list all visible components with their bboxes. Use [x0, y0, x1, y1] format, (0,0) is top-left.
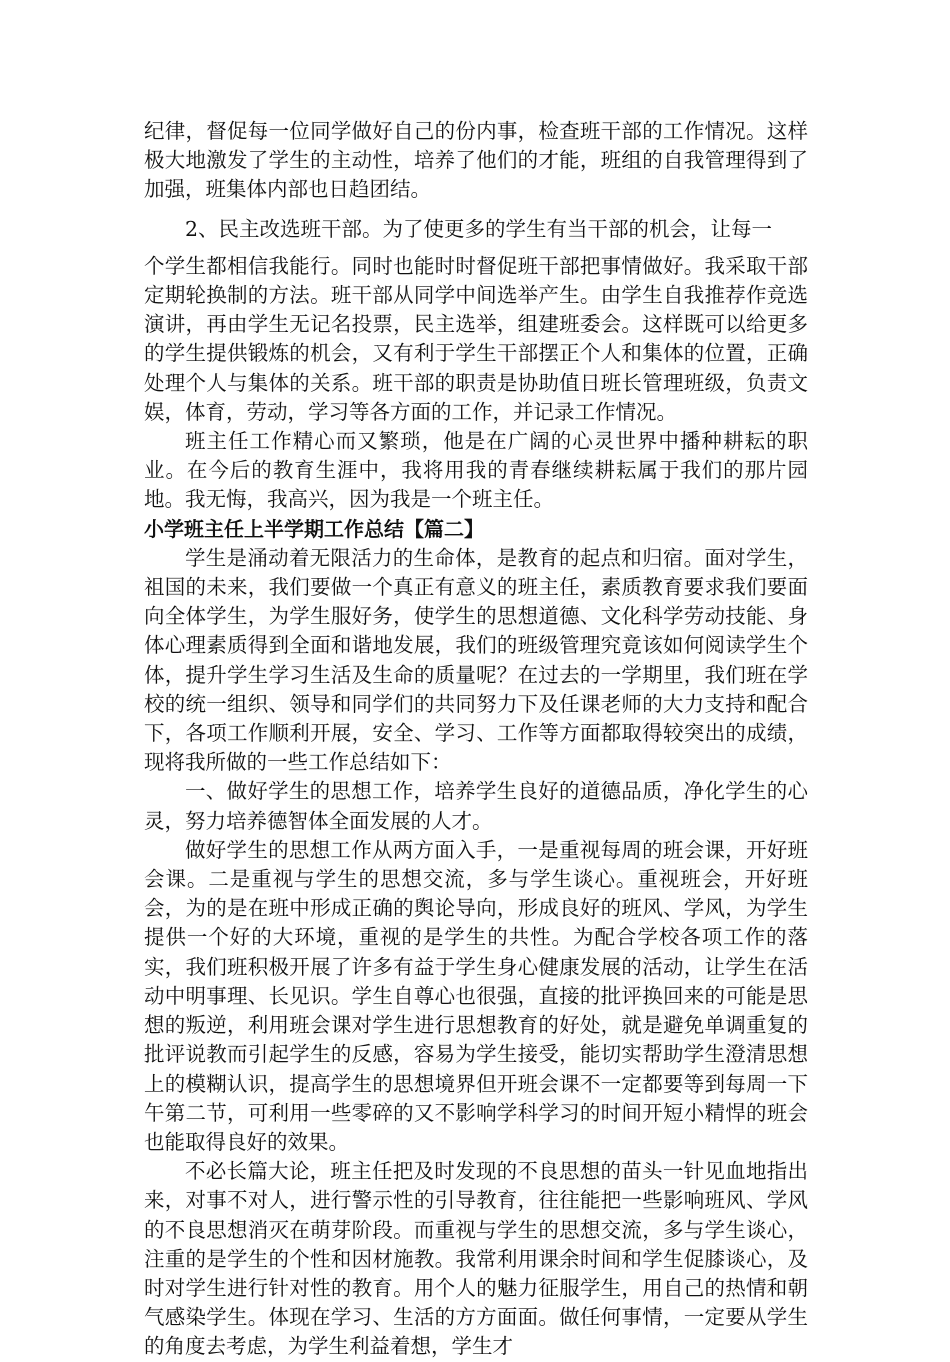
section-heading: 小学班主任上半学期工作总结【篇二】	[144, 516, 484, 541]
paragraph-ideological-work: 做好学生的思想工作从两方面入手，一是重视每周的班会课，开好班会课。二是重视与学生的思想交流，多与学生谈心。重视班会，开好班会，为的是在班中形成正确的舆论导向，形成良好的班风、学风，为学生提供一个好的大环境，重视的是学生的共性。为配合学校各项工作的落实，我们班积极开展了许多有益于学生身心健康发展的活动，让学生在活动中明事理、长见识。学生自尊心也很强，直接的批评换回来的可能是思想的叛逆，利用班会课对学生进行思想教育的好处，就是避免单调重复的批评说教而引起学生的反感，容易为学生接受，能切实帮助学生澄清思想上的模糊认识，提高学生的思想境界但开班会课不一定都要等到每周一下午第二节，可利用一些零碎的又不影响学科学习的时间开短小精悍的班会也能取得良好的效果。	[144, 837, 808, 1154]
paragraph-heart-to-heart: 不必长篇大论，班主任把及时发现的不良思想的苗头一针见血地指出来，对事不对人，进行警示性的引导教育，往往能把一些影响班风、学风的不良思想消灭在萌芽阶段。而重视与学生的思想交流，多与学生谈心，注重的是学生的个性和因材施教。我常利用课余时间和学生促膝谈心，及时对学生进行针对性的教育。用个人的魅力征服学生，用自己的热情和朝气感染学生。体现在学习、生活的方方面面。做任何事情，一定要从学生的角度去考虑，为学生利益着想，学生才	[144, 1159, 808, 1359]
paragraph-class-cadre-election: 2、民主改选班干部。为了使更多的学生有当干部的机会，让每一	[185, 216, 773, 241]
paragraph-point-one: 一、做好学生的思想工作，培养学生良好的道德品质，净化学生的心灵，努力培养德智体全面发展的人才。	[144, 779, 808, 833]
paragraph-cadre-rotation: 个学生都相信我能行。同时也能时时督促班干部把事情做好。我采取干部定期轮换制的方法。班干部从同学中间选举产生。由学生自我推荐作竞选演讲，再由学生无记名投票，民主选举，组建班委会。这样既可以给更多的学生提供锻炼的机会，又有利于学生干部摆正个人和集体的位置，正确处理个人与集体的关系。班干部的职责是协助值日班长管理班级，负责文娱，体育，劳动，学习等各方面的工作，并记录工作情况。	[144, 253, 808, 424]
document-page	[144, 117, 808, 1362]
paragraph-introduction: 学生是涌动着无限活力的生命体，是教育的起点和归宿。面对学生，祖国的未来，我们要做一个真正有意义的班主任，素质教育要求我们要面向全体学生，为学生服好务，使学生的思想道德、文化科学劳动技能、身体心理素质得到全面和谐地发展，我们的班级管理究竟该如何阅读学生个体，提升学生学习生活及生命的质量呢？在过去的一学期里，我们班在学校的统一组织、领导和同学们的共同努力下及任课老师的大力支持和配合下，各项工作顺利开展，安全、学习、工作等方面都取得较突出的成绩，现将我所做的一些工作总结如下：	[144, 545, 808, 775]
paragraph-discipline: 纪律，督促每一位同学做好自己的份内事，检查班干部的工作情况。这样极大地激发了学生的主动性，培养了他们的才能，班组的自我管理得到了加强，班集体内部也日趋团结。	[144, 119, 808, 202]
paragraph-closing-remarks: 班主任工作精心而又繁琐，他是在广阔的心灵世界中播种耕耘的职业。在今后的教育生涯中，我将用我的青春继续耕耘属于我们的那片园地。我无悔，我高兴，因为我是一个班主任。	[144, 429, 808, 512]
